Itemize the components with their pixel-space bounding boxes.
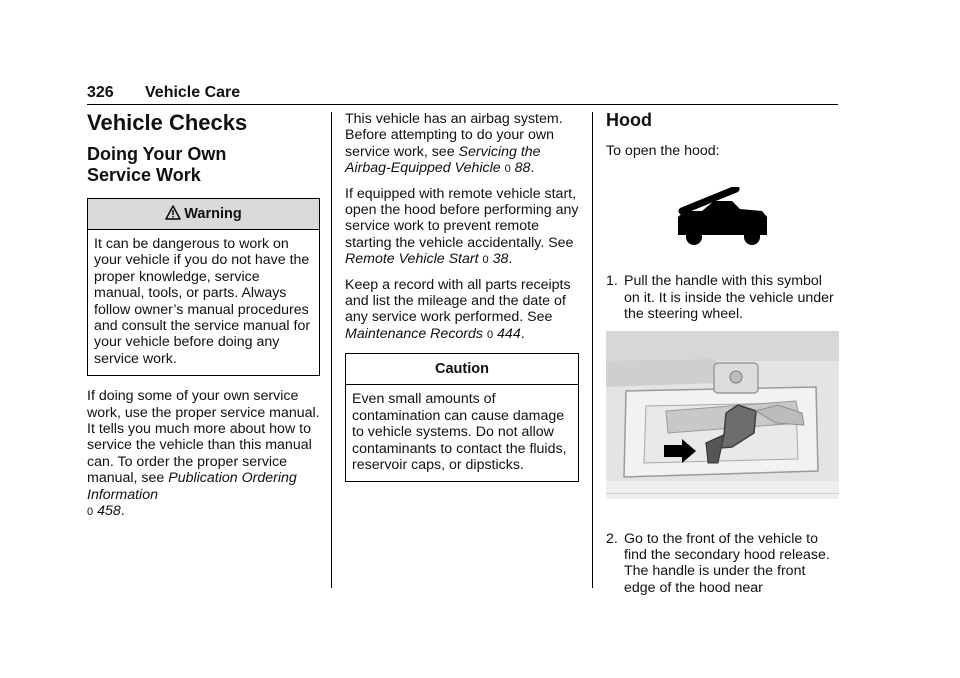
page-ref-symbol: 0 [482, 254, 489, 267]
page-ref-88[interactable]: 88 [514, 160, 531, 177]
step-2 [606, 531, 840, 597]
page-ref-symbol: 0 [87, 506, 94, 519]
hood-release-handle-photo [606, 331, 839, 499]
warning-text: It can be dangerous to work on your vehicle if you do not have the proper knowledge, service manual, tools, or parts. Always follow owner’s manual procedures and consult the service manual for your vehicle before doing any service work. [94, 236, 311, 367]
section-subtitle [87, 144, 320, 186]
step-1-number: 1. [606, 273, 618, 290]
maintenance-records-link[interactable]: Maintenance Records [345, 325, 484, 342]
publication-ordering-link[interactable]: Publication Ordering Information [87, 470, 297, 503]
hood-release-car-icon [674, 187, 770, 249]
remote-start-text: If equipped with remote vehicle start, open the hood before performing any service work to prevent remote starting the vehicle accidentally. See [345, 185, 579, 251]
airbag-paragraph: This vehicle has an airbag system. Before attempting to do your own service work, see Servicing the Airbag-Equipped Vehicle 0 88. [345, 111, 563, 177]
column-3 [606, 109, 840, 604]
remote-start-paragraph: If equipped with remote vehicle start, open the hood before performing any service work to prevent remote starting the vehicle accidentally. See Remote Vehicle Start 0 38. [345, 185, 579, 268]
service-manual-text: If doing some of your own service work, use the proper service manual. It tells you much more about how to service the vehicle than this manual can. To order the proper service manual, see [87, 388, 320, 487]
page-number: 326 [87, 84, 114, 101]
airbag-servicing-link[interactable]: Servicing the Airbag-Equipped Vehicle [345, 143, 541, 177]
records-text: Keep a record with all parts receipts and list the mileage and the date of any service work performed. See [345, 276, 571, 326]
subtitle-line-2: Service Work [87, 165, 201, 185]
page-ref-symbol: 0 [486, 328, 494, 341]
hood-heading: Hood [606, 110, 652, 130]
warning-label: Warning [184, 206, 242, 222]
warning-triangle-icon [165, 201, 181, 231]
page-ref-458[interactable]: 458 [97, 503, 121, 520]
records-paragraph: Keep a record with all parts receipts and list the mileage and the date of any service work performed. See Maintenance Records 0 444. [345, 276, 571, 342]
section-title: Vehicle Care [145, 84, 241, 101]
page-ref-38[interactable]: 38 [492, 251, 509, 268]
step-1 [606, 273, 840, 322]
column-1 [87, 110, 320, 529]
warning-box [87, 198, 320, 376]
page-ref-444[interactable]: 444 [497, 325, 521, 342]
step-2-text: Go to the front of the vehicle to find the secondary hood release. The handle is under the front edge of the hood near [624, 530, 830, 596]
page-ref-symbol: 0 [504, 163, 511, 176]
service-manual-paragraph: If doing some of your own service work, use the proper service manual. It tells you much more about how to service the vehicle than this manual can. To order the proper service manual, see Publication Ordering Information 0 458. [87, 388, 320, 520]
hood-intro: To open the hood: [606, 143, 720, 159]
warning-header [88, 199, 319, 230]
page-header [87, 84, 838, 105]
column-2 [345, 111, 579, 494]
caution-header: Caution [346, 354, 578, 385]
step-2-number: 2. [606, 530, 618, 547]
column-divider-left [331, 112, 332, 588]
subtitle-line-1: Doing Your Own [87, 144, 227, 164]
page-title: Vehicle Checks [87, 110, 248, 135]
caution-box [345, 353, 579, 482]
step-1-text: Pull the handle with this symbol on it. It is inside the vehicle under the steering wheel. [624, 273, 834, 323]
remote-vehicle-start-link[interactable]: Remote Vehicle Start [345, 251, 479, 268]
caution-text: Even small amounts of contamination can cause damage to vehicle systems. Do not allow contaminants to contact the fluids, reservoir caps, or dipsticks. [352, 391, 567, 473]
column-divider-right [592, 112, 593, 588]
airbag-text: This vehicle has an airbag system. Before attempting to do your own service work, see [345, 111, 563, 160]
